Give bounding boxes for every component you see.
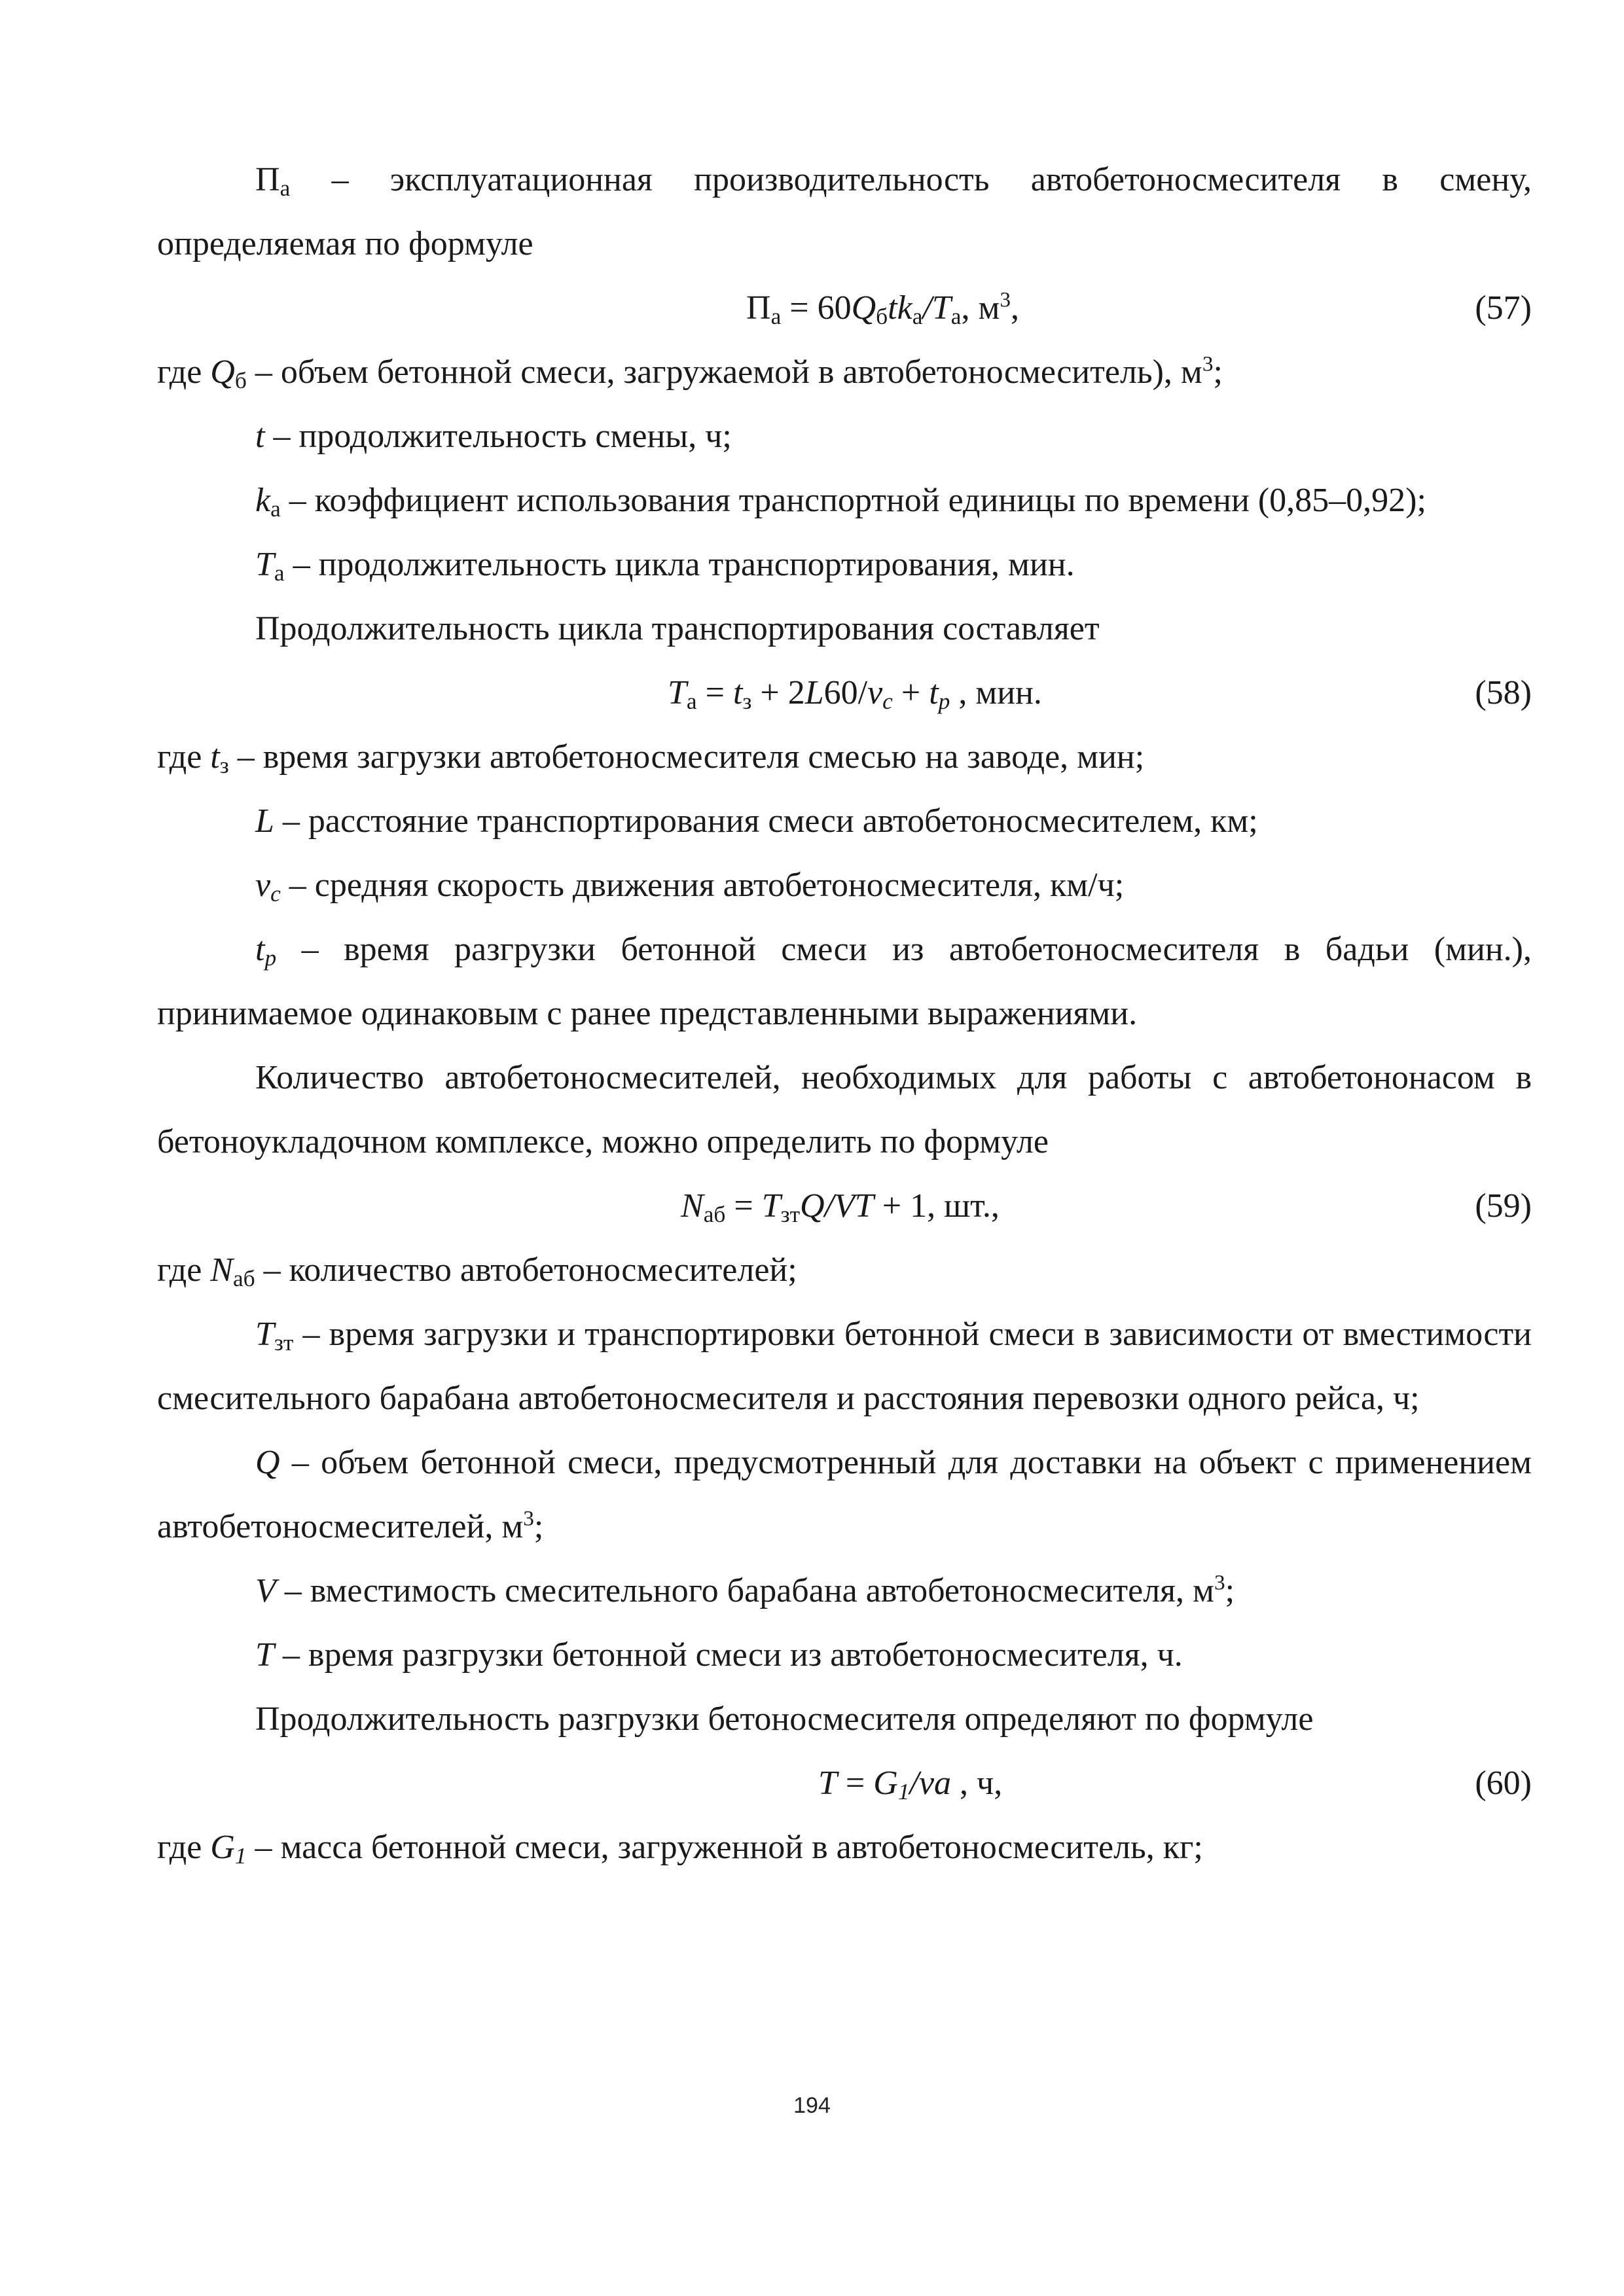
page-number: 194 — [793, 2093, 831, 2118]
equation-59-number: (59) — [1475, 1187, 1532, 1225]
paragraph-L-definition: L – расстояние транспортирования смеси автобетоносмесителем, км; — [255, 802, 1258, 840]
equation-60-number: (60) — [1475, 1765, 1532, 1802]
equation-57-formula: $П_а = 60Q_бtk_а/T_а$, $м^3$, — [746, 287, 1020, 329]
paragraph-unload-intro: Продолжительность разгрузки бетоносмесителя определяют по формуле — [255, 1700, 1314, 1738]
equation-60-formula: $T = G_1/va$ , ч, — [818, 1765, 1003, 1804]
paragraph-count-intro: Количество автобетоносмесителей, необходимых для работы с автобетононасом в бетоноукладочном комплексе, можно определить по формуле — [157, 1059, 1532, 1160]
paragraph-tp-definition: $t_p$ – время разгрузки бетонной смеси из автобетоносмесителя в бадьи (мин.), принимаемое одинаковым с ранее представленными выражениями. — [157, 931, 1532, 1032]
paragraph-T-definition: $T_а$ – продолжительность цикла транспортирования, мин. — [255, 546, 1075, 586]
equation-60 — [157, 1751, 1532, 1816]
equation-59-formula: $N_{аб} = T_{зт}Q/VT + 1$, шт., — [681, 1187, 1000, 1227]
paragraph-t-definition: t – продолжительность смены, ч; — [255, 418, 732, 455]
equation-58 — [157, 661, 1532, 725]
paragraph-where-G: где $G_1$ – масса бетонной смеси, загруженной в автобетоносмеситель, кг; — [157, 1829, 1203, 1869]
paragraph-where-N: где $N_{аб}$ – количество автобетоносмесителей; — [157, 1251, 797, 1291]
paragraph-V-definition: V – вместимость смесительного барабана автобетоносмесителя, $м^3$; — [255, 1570, 1235, 1609]
equation-58-number: (58) — [1475, 674, 1532, 711]
paragraph-where-q: где $Q_б$ – объем бетонной смеси, загружаемой в автобетоносмеситель), $м^3$; — [157, 351, 1223, 393]
paragraph-Tr-definition: T – время разгрузки бетонной смеси из автобетоносмесителя, ч. — [255, 1636, 1183, 1674]
paragraph-Q-definition: Q – объем бетонной смеси, предусмотренный для доставки на объект с применением автобетоносмесителей, $м^3$; — [157, 1444, 1532, 1545]
paragraph-pa-definition: $П_а$ – эксплуатационная производительность автобетоносмесителя в смену, определяемая по формуле — [157, 161, 1532, 262]
paragraph-v-definition: $v_c$ – средняя скорость движения автобетоносмесителя, км/ч; — [255, 867, 1125, 906]
paragraph-where-tz: где $t_з$ – время загрузки автобетоносмесителя смесью на заводе, мин; — [157, 738, 1145, 778]
paragraph-cycle-intro: Продолжительность цикла транспортирования составляет — [255, 610, 1100, 647]
equation-57-number: (57) — [1475, 289, 1532, 327]
equation-57 — [157, 276, 1532, 340]
equation-58-formula: $T_а = t_з + 2L60/v_c + t_p$ , мин. — [668, 674, 1042, 714]
paragraph-k-definition: $k_а$ – коэффициент использования транспортной единицы по времени (0,85–0,92); — [255, 482, 1426, 522]
body-text — [157, 148, 1532, 1880]
paragraph-Tzt-definition: $T_{зт}$ – время загрузки и транспортировки бетонной смеси в зависимости от вместимости смесительного барабана автобетоносмесителя и расстояния перевозки одного рейса, ч; — [157, 1316, 1532, 1417]
equation-59 — [157, 1174, 1532, 1238]
